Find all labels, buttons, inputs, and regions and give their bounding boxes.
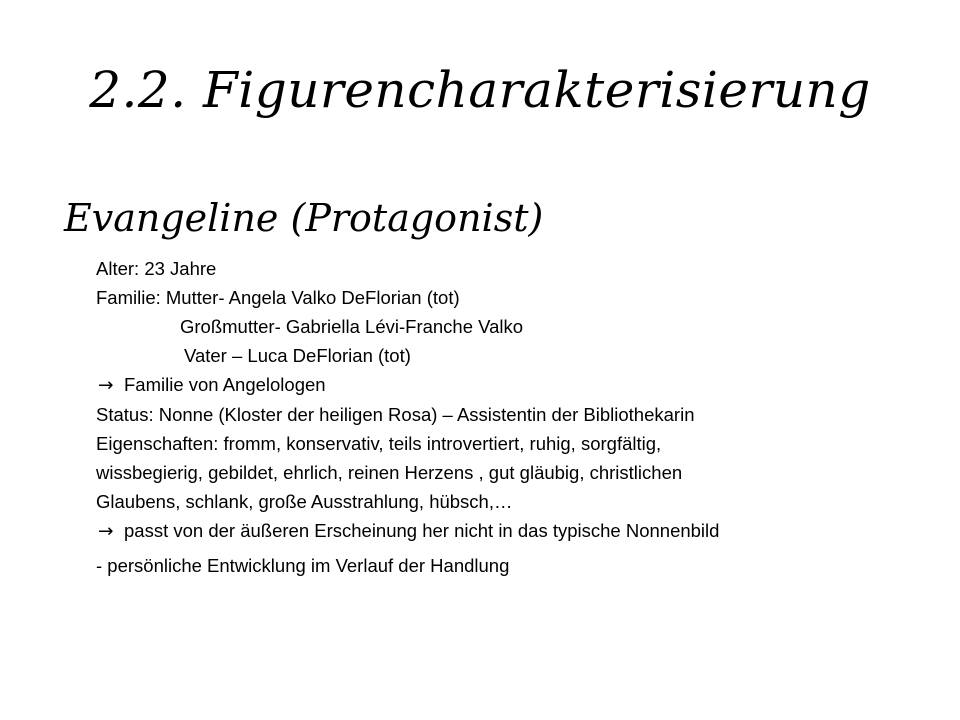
angelologist-family-text: Familie von Angelologen [124, 374, 326, 395]
family-mother-line: Familie: Mutter- Angela Valko DeFlorian (tot) [96, 287, 460, 308]
family-father-line: Vater – Luca DeFlorian (tot) [184, 345, 411, 366]
appearance-text: passt von der äußeren Erscheinung her nicht in das typische Nonnenbild [124, 520, 720, 541]
development-line: - persönliche Entwicklung im Verlauf der Handlung [96, 555, 510, 576]
traits-line-3: Glaubens, schlank, große Ausstrahlung, hübsch,… [96, 491, 513, 512]
slide-subtitle: Evangeline (Protagonist) [64, 196, 544, 240]
slide-title: 2.2. Figurencharakterisierung [89, 61, 871, 119]
right-arrow-icon: → [98, 521, 114, 542]
character-details [96, 254, 936, 580]
family-grandmother-line: Großmutter- Gabriella Lévi-Franche Valko [180, 316, 524, 337]
traits-line-1: Eigenschaften: fromm, konservativ, teils introvertiert, ruhig, sorgfältig, [96, 433, 662, 454]
right-arrow-icon: → [98, 375, 114, 396]
status-line: Status: Nonne (Kloster der heiligen Rosa) – Assistentin der Bibliothekarin [96, 404, 695, 425]
angelologist-family-line [96, 370, 936, 400]
age-line: Alter: 23 Jahre [96, 258, 217, 279]
appearance-line [96, 516, 936, 546]
traits-line-2: wissbegierig, gebildet, ehrlich, reinen Herzens , gut gläubig, christlichen [96, 462, 683, 483]
